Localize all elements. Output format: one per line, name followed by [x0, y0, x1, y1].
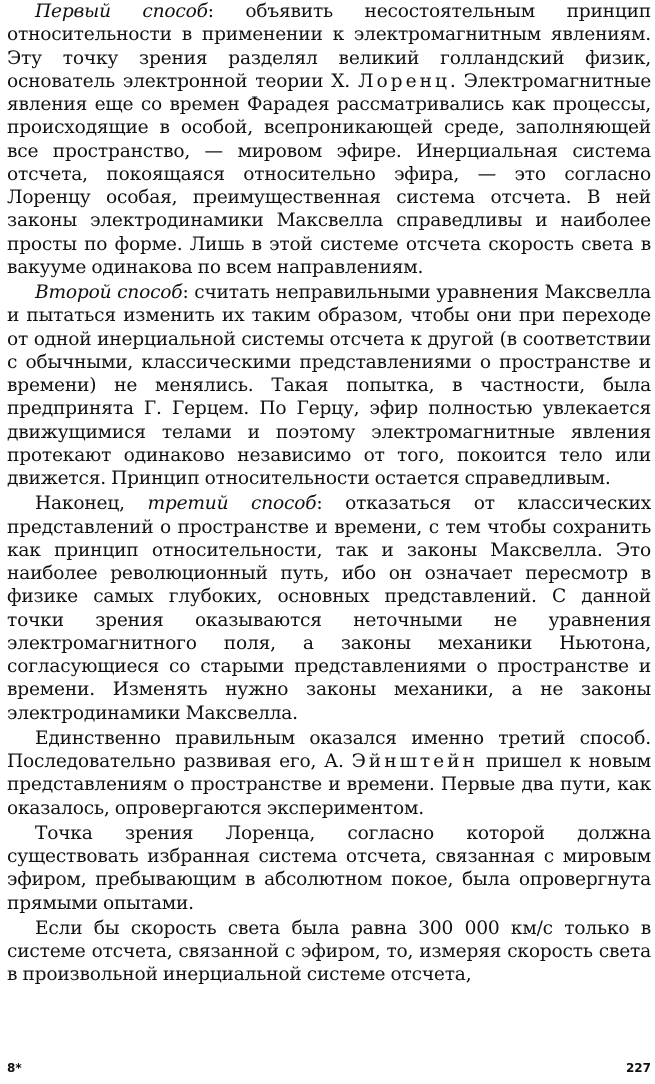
first-method-tail: . Электромагнитные явления еще со времен Фарадея рассматривались как процессы, происходящие в особой, всепроникающей среде, заполняющей все пространство, — мировом эфире. Инерциальная система отсчета, покоящаяся относительно эфира, — это согласно Лоренцу особая, преимущественная система отсчета. В ней законы электродинамики Максвелла справедливы и наиболее просты по форме. Лишь в этой системе отсчета скорость света в вакууме одинакова по всем направлениям.: [7, 70, 651, 278]
lorentz-view-text: Точка зрения Лоренца, согласно которой должна существовать избранная система отсчета, связанная с мировым эфиром, пребывающим в абсолютном покое, была опровергнута прямыми опытами.: [7, 822, 651, 914]
second-method-lead: Второй способ: [35, 282, 183, 303]
paragraph-einstein: [7, 727, 651, 820]
page-footer: [7, 1061, 651, 1081]
third-method-lead: третий способ: [147, 493, 317, 515]
paragraph-third-method: [7, 492, 651, 725]
second-method-text: : считать неправильными уравнения Максвелла и пытаться изменить их таким образом, чтобы они при переходе от одной инерциальной системы отсчета к другой (в соответствии с обычными, классическими представлениями о пространстве и времени) не менялись. Такая попытка, в частности, была предпринята Г. Герцем. По Герцу, эфир полностью увлекается движущимися телами и поэтому электромагнитные явления протекают одинаково независимо от того, покоится тело или движется. Принцип относительности остается справедливым.: [7, 282, 651, 489]
paragraph-speed-of-light: [7, 917, 651, 987]
signature-mark: 8*: [7, 1061, 22, 1075]
einstein-name: Эйнштейн: [351, 751, 478, 772]
paragraph-first-method: [7, 0, 651, 279]
third-method-text: : отказаться от классических представлений о пространстве и времени, с тем чтобы сохранить как принцип относительности, так и законы Максвелла. Это наиболее революционный путь, ибо он означает пересмотр в физике самых глубоких, основных представлений. С данной точки зрения оказываются неточными не уравнения электромагнитного поля, а законы механики Ньютона, согласующиеся со старыми представлениями о пространстве и времени. Изменять нужно законы механики, а не законы электродинамики Максвелла.: [7, 493, 651, 724]
first-method-text: : объявить несостоятельным принцип относительности в применении к электромагнитным явлениям. Эту точку зрения разделял великий голландский физик, основатель электронной теории Х.: [7, 1, 651, 92]
speed-of-light-text: Если бы скорость света была равна 300 000 км/с только в системе отсчета, связанной с эфиром, то, измеряя скорость света в произвольной инерциальной системе отсчета,: [7, 917, 651, 986]
einstein-tail: пришел к новым представлениям о пространстве и времени. Первые два пути, как оказалось, опровергаются экспериментом.: [7, 751, 651, 819]
lorentz-name: Лоренц: [357, 70, 450, 92]
third-method-pre: Наконец,: [35, 493, 148, 515]
einstein-text: Единственно правильным оказался именно третий способ. Последовательно развивая его, А.: [7, 727, 651, 772]
paragraph-second-method: [7, 281, 651, 490]
first-method-lead: Первый способ: [35, 1, 208, 22]
page-number: 227: [625, 1061, 651, 1075]
page-body: [7, 0, 651, 987]
paragraph-lorentz-view: [7, 822, 651, 915]
